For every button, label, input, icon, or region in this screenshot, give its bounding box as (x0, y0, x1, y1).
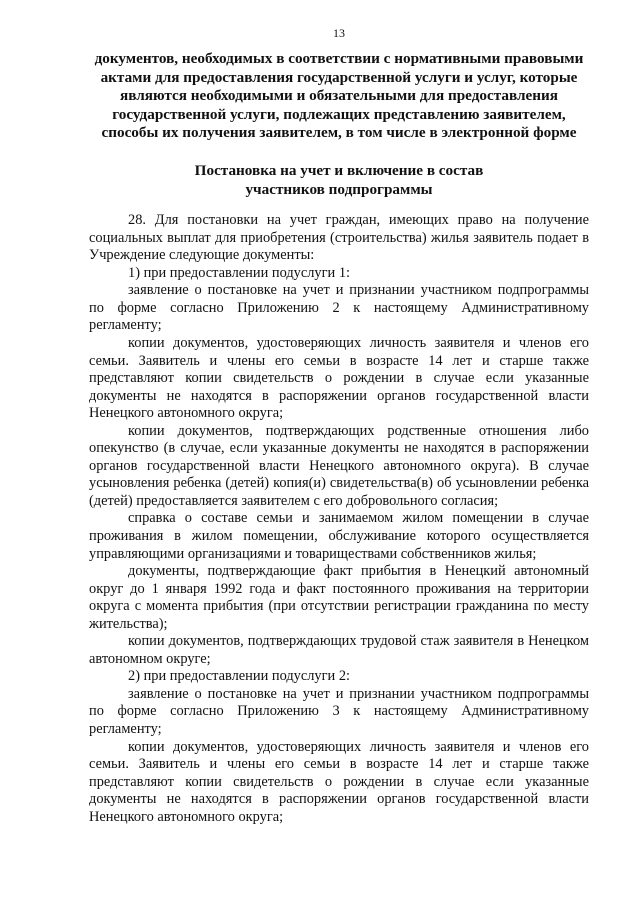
header-line: способы их получения заявителем, в том числе в электронной форме (101, 124, 577, 142)
paragraph: заявление о постановке на учет и признании участником подпрограммы по форме согласно Приложению 3 к настоящему Административному регламенту; (89, 685, 589, 738)
paragraph: 28. Для постановки на учет граждан, имеющих право на получение социальных выплат для приобретения (строительства) жилья заявитель подает в Учреждение следующие документы: (89, 212, 589, 264)
paragraph: документы, подтверждающие факт прибытия в Ненецкий автономный округ до 1 января 1992 года и факт постоянного проживания на территории округа с момента прибытия (при отсутствии регистрации гражданина по месту жительства); (89, 563, 589, 632)
header-line: являются необходимыми и обязательными для предоставления (120, 87, 558, 105)
header-block (89, 50, 589, 143)
paragraph: 1) при предоставлении подуслуги 1: (128, 264, 351, 281)
body-text (89, 212, 589, 826)
section-title-line: участников подпрограммы (245, 180, 433, 198)
paragraph: копии документов, подтверждающих родственные отношения либо опекунство (в случае, если указанные документы не находятся в распоряжении органов государственной власти Ненецкого автономного округа). В случае усыновления ребенка (детей) копия(и) свидетельства(в) об усыновлении ребенка (детей) предоставляется заявителем с его добровольного согласия; (89, 422, 589, 509)
paragraph: справка о составе семьи и занимаемом жилом помещении в случае проживания в жилом помещении, обслуживание которого осуществляется управляющими организациями и товариществами собственников жилья; (89, 510, 589, 562)
paragraph: копии документов, подтверждающих трудовой стаж заявителя в Ненецком автономном округе; (89, 633, 589, 667)
document-page (89, 26, 589, 826)
paragraph: копии документов, удостоверяющих личность заявителя и членов его семьи. Заявитель и члены его семьи в возрасте 14 лет и старше также представляют копии свидетельств о рождении в случае если указанные документы не находятся в распоряжении органов государственной власти Ненецкого автономного округа; (89, 738, 589, 825)
paragraph: 2) при предоставлении подуслуги 2: (128, 668, 351, 685)
page-number: 13 (333, 26, 345, 40)
header-line: документов, необходимых в соответствии с нормативными правовыми (94, 50, 584, 67)
paragraph: копии документов, удостоверяющих личность заявителя и членов его семьи. Заявитель и члены его семьи в возрасте 14 лет и старше также представляют копии свидетельств о рождении в случае если указанные документы не находятся в распоряжении органов государственной власти Ненецкого автономного округа; (89, 334, 589, 422)
header-line: актами для предоставления государственной услуги и услуг, которые (100, 68, 578, 86)
header-line: государственной услуги, подлежащих представлению заявителем, (112, 105, 566, 123)
section-title (89, 162, 589, 199)
section-title-line: Постановка на учет и включение в состав (194, 161, 484, 179)
paragraph: заявление о постановке на учет и признании участником подпрограммы по форме согласно Приложению 2 к настоящему Административному регламенту; (89, 282, 589, 334)
